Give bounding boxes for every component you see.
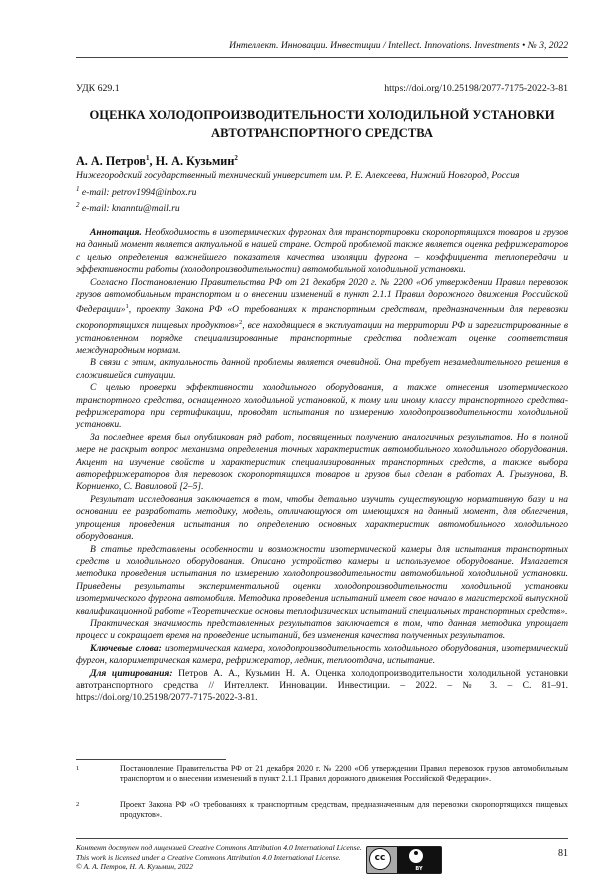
footnote-text: Проект Закона РФ «О требованиях к транспортным средствам, предназначенным для перевозки скоропортящихся пищевых продуктов». [120, 800, 568, 820]
attribution-person-icon [409, 849, 423, 863]
email-1[interactable]: e-mail: petrov1994@inbox.ru [79, 186, 197, 198]
author-separator: , [149, 154, 156, 169]
email-1-line [76, 183, 574, 200]
keywords-paragraph [76, 643, 568, 668]
abstract-paragraph: За последнее время был опубликован ряд работ, посвященных получению аналогичных результатов. Но в полной мере не раскрыт вопрос механизма определения точных характеристик автомобильного холодильного оборудования. Акцент на изучение свойств и характеристик специализированных транспортных средств, а также выбора авторефрижераторов для перевозок скоропортящихся товаров и грузов был сделан в работах А. Грызунова, В. Корниенко, С. Вавиловой [2–5]. [76, 431, 568, 493]
keywords-label: Ключевые слова: [90, 642, 162, 654]
citation-label: Для цитирования: [90, 667, 173, 679]
abstract-paragraph [76, 277, 568, 358]
footnote-2 [76, 800, 568, 820]
footnote-ref-2[interactable]: 2 [239, 319, 243, 327]
citation-text: Петров А. А., Кузьмин Н. А. Оценка холодопроизводительности холодильной установки автотранспортного средства // Интеллект. Инновации. Инвестиции. – 2022. – № 3. – С. 81–91. https://doi.org/10.25198/2077-7175-2022-3-81. [76, 667, 569, 704]
abstract-text: , все находящиеся в эксплуатации на территории РФ и зарегистрированные в установленном порядке специализированные транспортные средства подлежат оценке соответствия международным нормам. [76, 320, 568, 356]
footnote-text: Постановление Правительства РФ от 21 декабря 2020 г. № 2200 «Об утверждении Правил перевозок грузов автомобильным транспортом и о внесении изменений в пункт 2.1.1 Правил дорожного движения Российской Федерации». [120, 764, 568, 784]
footnote-rule [76, 759, 226, 760]
abstract-label: Аннотация. [90, 227, 142, 238]
footer-rule [76, 838, 568, 839]
email-1-marker: 1 [76, 184, 80, 193]
abstract-paragraph: С целью проверки эффективности холодильного оборудования, а также отнесения изотермического транспортного средства, оснащенного холодильной установкой, к тому или иному классу транспортного средства-рефрижератора при сертификации, проводят испытания по измерению холодопроизводительности холодильной установки. [76, 382, 568, 431]
author-1-marker: 1 [145, 154, 150, 162]
abstract-section [76, 227, 568, 705]
abstract-paragraph: Практическая значимость представленных результатов заключается в том, что данная методика упрощает процесс и сокращает время на проведение испытаний, без изменения качества полученных результатов. [76, 617, 568, 642]
citation-paragraph [76, 668, 568, 705]
udk-code: УДК 629.1 [76, 83, 120, 94]
footnote-ref-1[interactable]: 1 [125, 303, 129, 311]
abstract-text: , проекту Закона РФ «О требованиях к транспортным средствам, предназначенным для перевозки скоропортящихся пищевых продуктов» [76, 304, 568, 332]
header-rule [76, 57, 568, 58]
abstract-paragraph [76, 227, 568, 277]
cc-by-license-badge[interactable] [366, 846, 442, 874]
journal-header: Интеллект. Инновации. Инвестиции / Intellect. Innovations. Investments • № 3, 2022 [229, 40, 568, 51]
abstract-text: Необходимость в изотермических фургонах для транспортировки скоропортящихся товаров и грузов на данный момент является актуальной в нашей стране. Острой проблемой также является оценка рефрижераторов с целью определения важнейшего показателя качества изоляции фургона – коэффициента теплопередачи и эффективности работы (холодопроизводительности) автомобильной холодильной установки. [76, 227, 568, 276]
doi-link[interactable]: https://doi.org/10.25198/2077-7175-2022-3-81 [384, 83, 568, 94]
email-2-marker: 2 [76, 201, 80, 210]
title-line-2: АВТОТРАНСПОРТНОГО СРЕДСТВА [211, 126, 433, 140]
affiliation-block [76, 170, 574, 216]
abstract-paragraph: В связи с этим, актуальность данной проблемы является очевидной. Она требует незамедлительного решения в сложившейся ситуации. [76, 357, 568, 381]
affiliation: Нижегородский государственный технический университет им. Р. Е. Алексеева, Нижний Новгород, Россия [76, 170, 520, 181]
copyright: © А. А. Петров, Н. А. Кузьмин, 2022 [76, 862, 193, 872]
author-1: А. А. Петров [76, 154, 146, 169]
abstract-text: Согласно Постановлению Правительства РФ от 21 декабря 2020 г. № 2200 «Об утверждении Правил перевозок грузов автомобильным транспортом и о внесении изменений в пункт 2.1.1 Правил дорожного движения Российской Федерации» [76, 276, 568, 316]
author-2-marker: 2 [234, 154, 238, 162]
email-2[interactable]: e-mail: knanntu@mail.ru [79, 203, 180, 215]
footnote-number: 2 [76, 801, 80, 808]
email-2-line [76, 199, 574, 216]
by-panel [397, 847, 441, 873]
license-ru: Контент доступен под лицензией Creative Commons Attribution 4.0 International License. [76, 843, 362, 852]
cc-logo-icon: cc [369, 848, 391, 870]
page-number: 81 [558, 848, 568, 859]
author-2: Н. А. Кузьмин [155, 154, 235, 169]
license-notice [76, 843, 362, 872]
footnote-1 [76, 764, 568, 784]
by-label: BY [415, 866, 423, 872]
abstract-paragraph: Результат исследования заключается в том, чтобы детально изучить существующую нормативную базу и на основании ее разработать методику, модель, отличающуюся от имеющихся на данный момент, для облегчения, упрощения проведения испытания по определению основных характеристик автомобильного холодильного оборудования. [76, 493, 568, 543]
abstract-paragraph: В статье представлены особенности и возможности изотермической камеры для испытания транспортных средств и холодильного оборудования. Описано устройство камеры и используемое оборудование. Излагается методика проведения испытания по измерению холодопроизводительности автомобильной холодильной установки. Приведены результаты экспериментальной оценки холодопроизводительности холодильной установки изотермического фургона автомобиля. Методика проведения испытаний имеет свое начало в магистерской выпускной квалификационной работе «Теоретические основы теплофизических испытаний специальных транспортных средств». [76, 543, 568, 617]
license-en: This work is licensed under a Creative Commons Attribution 4.0 International License. [76, 852, 341, 862]
footnote-number: 1 [76, 765, 80, 772]
title-line-1: ОЦЕНКА ХОЛОДОПРОИЗВОДИТЕЛЬНОСТИ ХОЛОДИЛЬНОЙ УСТАНОВКИ [89, 108, 555, 122]
keywords-text: изотермическая камера, холодопроизводительность холодильного оборудования, изотермический фургон, калориметрическая камера, рефрижератор, ледник, теплоотдача, испытание. [76, 642, 568, 667]
article-title [76, 106, 568, 142]
author-list [76, 154, 238, 169]
